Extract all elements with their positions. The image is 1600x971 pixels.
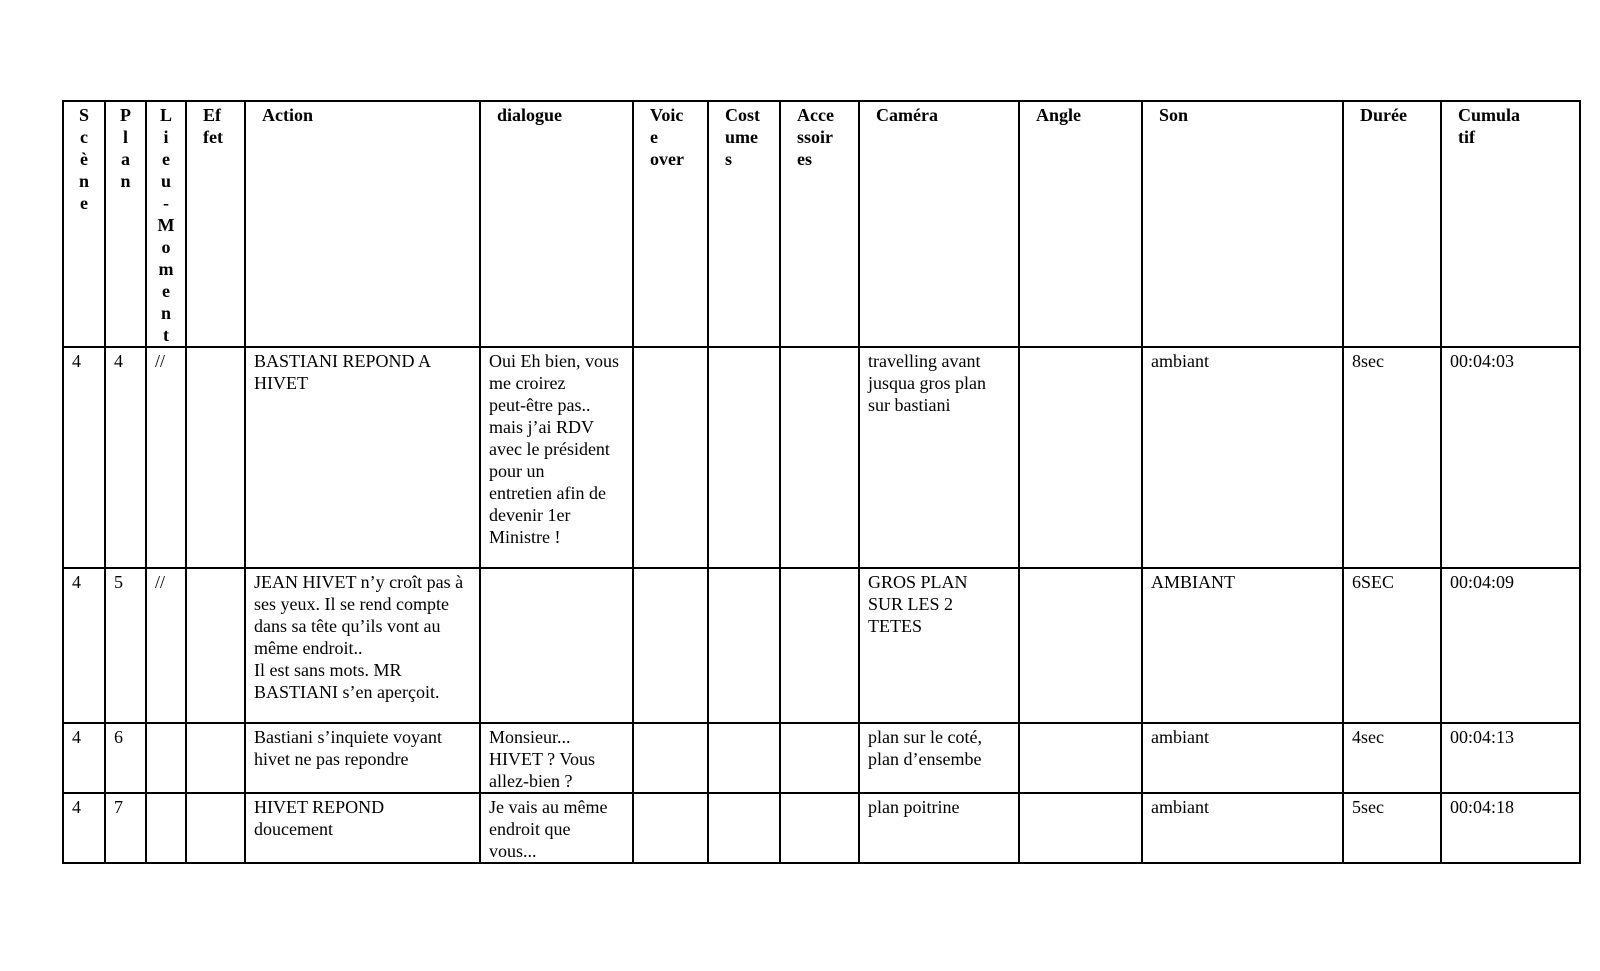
cell-effet — [186, 568, 245, 723]
cell-voice-over — [633, 723, 708, 793]
cell-effet — [186, 793, 245, 863]
header-lieu-moment: L i e u - M o m e n t — [146, 101, 186, 347]
cell-lieu-moment: // — [146, 568, 186, 723]
header-son: Son — [1142, 101, 1343, 347]
header-duree: Durée — [1343, 101, 1441, 347]
cell-accessoires — [780, 568, 859, 723]
cell-effet — [186, 347, 245, 568]
cell-voice-over — [633, 347, 708, 568]
cell-camera: plan sur le coté, plan d’ensembe — [859, 723, 1019, 793]
cell-angle — [1019, 723, 1142, 793]
cell-costumes — [708, 793, 780, 863]
table-row — [63, 568, 1580, 723]
cell-angle — [1019, 793, 1142, 863]
cell-son: ambiant — [1142, 793, 1343, 863]
cell-plan: 7 — [105, 793, 146, 863]
cell-dialogue — [480, 568, 633, 723]
cell-duree: 6SEC — [1343, 568, 1441, 723]
cell-lieu-moment — [146, 723, 186, 793]
cell-accessoires — [780, 723, 859, 793]
header-voice-over: Voic e over — [633, 101, 708, 347]
header-dialogue: dialogue — [480, 101, 633, 347]
cell-action: HIVET REPOND doucement — [245, 793, 480, 863]
cell-camera: plan poitrine — [859, 793, 1019, 863]
cell-cumulatif: 00:04:13 — [1441, 723, 1580, 793]
cell-scene: 4 — [63, 568, 105, 723]
header-effet: Ef fet — [186, 101, 245, 347]
header-scene: S c è n e — [63, 101, 105, 347]
cell-lieu-moment — [146, 793, 186, 863]
cell-action: Bastiani s’inquiete voyant hivet ne pas repondre — [245, 723, 480, 793]
cell-accessoires — [780, 347, 859, 568]
cell-voice-over — [633, 793, 708, 863]
cell-dialogue: Je vais au même endroit que vous... — [480, 793, 633, 863]
header-camera: Caméra — [859, 101, 1019, 347]
cell-cumulatif: 00:04:09 — [1441, 568, 1580, 723]
cell-angle — [1019, 347, 1142, 568]
header-row — [63, 101, 1580, 347]
cell-costumes — [708, 347, 780, 568]
cell-plan: 6 — [105, 723, 146, 793]
cell-camera: GROS PLAN SUR LES 2 TETES — [859, 568, 1019, 723]
cell-angle — [1019, 568, 1142, 723]
cell-son: ambiant — [1142, 723, 1343, 793]
cell-action: BASTIANI REPOND A HIVET — [245, 347, 480, 568]
cell-voice-over — [633, 568, 708, 723]
cell-dialogue: Monsieur... HIVET ? Vous allez-bien ? — [480, 723, 633, 793]
header-accessoires: Acce ssoir es — [780, 101, 859, 347]
header-plan: P l a n — [105, 101, 146, 347]
cell-dialogue: Oui Eh bien, vous me croirez peut-être pas.. mais j’ai RDV avec le président pour un entretien afin de devenir 1er Ministre ! — [480, 347, 633, 568]
cell-cumulatif: 00:04:18 — [1441, 793, 1580, 863]
cell-duree: 8sec — [1343, 347, 1441, 568]
cell-action: JEAN HIVET n’y croît pas à ses yeux. Il se rend compte dans sa tête qu’ils vont au même endroit.. Il est sans mots. MR BASTIANI s’en aperçoit. — [245, 568, 480, 723]
cell-plan: 5 — [105, 568, 146, 723]
header-angle: Angle — [1019, 101, 1142, 347]
table-row — [63, 347, 1580, 568]
cell-scene: 4 — [63, 347, 105, 568]
cell-son: ambiant — [1142, 347, 1343, 568]
table-row — [63, 723, 1580, 793]
header-cumulatif: Cumula tif — [1441, 101, 1580, 347]
cell-accessoires — [780, 793, 859, 863]
cell-cumulatif: 00:04:03 — [1441, 347, 1580, 568]
header-costumes: Cost ume s — [708, 101, 780, 347]
cell-costumes — [708, 723, 780, 793]
cell-camera: travelling avant jusqua gros plan sur bastiani — [859, 347, 1019, 568]
cell-lieu-moment: // — [146, 347, 186, 568]
table-row — [63, 793, 1580, 863]
cell-scene: 4 — [63, 723, 105, 793]
cell-costumes — [708, 568, 780, 723]
cell-duree: 5sec — [1343, 793, 1441, 863]
header-action: Action — [245, 101, 480, 347]
cell-son: AMBIANT — [1142, 568, 1343, 723]
cell-duree: 4sec — [1343, 723, 1441, 793]
shot-list-table — [62, 100, 1581, 864]
cell-effet — [186, 723, 245, 793]
cell-scene: 4 — [63, 793, 105, 863]
cell-plan: 4 — [105, 347, 146, 568]
